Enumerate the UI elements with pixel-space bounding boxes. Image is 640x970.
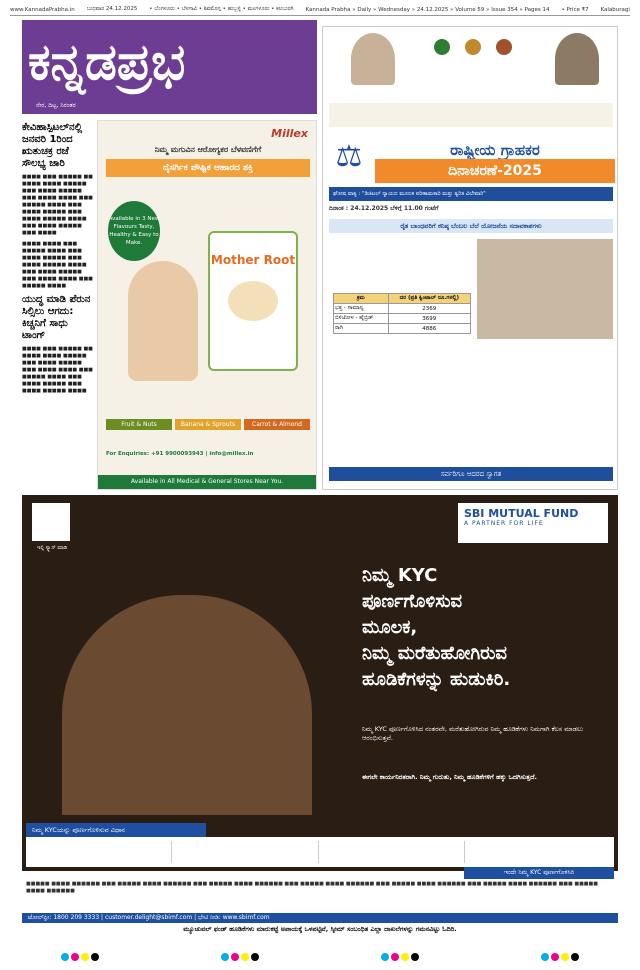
story-body-placeholder: ■■■■ ■■■ ■■■■■ ■■ ■■■■ ■■■■ ■■■■■ ■■■ ■■■■ ■■■■■ ■■■ ■■■■ ■■■■ ■■■ ■■■■■ ■■■■ ■■■ ■■■■ ■■■■■ ■■■ ■■■■ ■■■■■ ■■■■ bbox=[22, 346, 93, 394]
table-row bbox=[334, 304, 471, 314]
deputy-cm-photo bbox=[555, 33, 599, 85]
flavour-list bbox=[106, 419, 310, 430]
product-name: Mother Root bbox=[210, 253, 296, 267]
story-headline[interactable]: ಕೇವಿಹಾಸ್ಪಿಟಲ್‌ನಲ್ಲಿ ಜನವರಿ 1ರಿಂದ ಋತುಚಕ್ರ ರಜೆ ಸೌಲಭ್ಯ ಜಾರಿ bbox=[22, 122, 83, 169]
flavour-chip: Fruit & Nuts bbox=[106, 419, 172, 430]
millex-enquiries[interactable]: For Enquiries: +91 9900093943 | info@millex.in bbox=[106, 451, 254, 457]
left-news-column bbox=[22, 120, 94, 490]
table-cell: ರಾಗಿ bbox=[334, 324, 389, 334]
millex-headline: ನಿಮ್ಮ ಮಗುವಿನ ಆರೋಗ್ಯಕರ ಬೆಳವಣಿಗೆಗೆ bbox=[154, 145, 262, 154]
price: • Price ₹7 bbox=[561, 6, 589, 13]
qr-caption: ಇಲ್ಲಿ ಸ್ಕ್ಯಾನ್ ಮಾಡಿ bbox=[36, 545, 68, 551]
sbi-mutual-fund-advert[interactable] bbox=[22, 495, 618, 871]
edition-info: Kannada Prabha » Daily » Wednesday » 24.12.2025 » Volume 59 » Issue 354 » Pages 14 bbox=[305, 6, 550, 13]
masthead-tagline: ನೇರ, ದಿಟ್ಟ, ನಿರಂತರ bbox=[36, 102, 76, 109]
welcome-footer: ಸರ್ವರಿಗೂ ಆದರದ ಸ್ವಾಗತ bbox=[329, 467, 613, 481]
color-marks bbox=[380, 946, 420, 965]
flavour-chip: Banana & Sprouts bbox=[175, 419, 241, 430]
table-cell: ಬಿಳಿಜೋಳ - ಹೈಬ್ರಿಡ್ bbox=[334, 314, 389, 324]
color-marks bbox=[220, 946, 260, 965]
table-row bbox=[334, 314, 471, 324]
edition-city: Kalaburagi bbox=[600, 6, 630, 13]
table-header: ದರ (ಪ್ರತಿ ಕ್ವಿಂಟಾಲ್ ರೂ.ಗಳಲ್ಲಿ) bbox=[388, 294, 470, 304]
story-body-placeholder: ■■■■ ■■■■ ■■■ ■■■■■ ■■■■ ■■■ ■■■■ ■■■■■ ■■■ ■■■■ ■■■■■ ■■■■ ■■■ ■■■■ ■■■■■ ■■■ ■■■■ ■■■■ ■■■ ■■■■■ ■■■■ bbox=[22, 241, 93, 289]
headline-line: ನಿಮ್ಮ KYC bbox=[362, 565, 438, 586]
emblem-icon bbox=[434, 39, 450, 55]
event-date: ದಿನಾಂಕ : 24.12.2025 ಬೆಳಿಗ್ಗೆ 11.00 ಗಂಟೆಗೆ bbox=[329, 205, 439, 212]
sbi-logo-block bbox=[458, 503, 608, 543]
masthead-title: ಕನ್ನಡಪ್ರಭ bbox=[28, 32, 186, 91]
headline-line: ಮೂಲಕ, bbox=[362, 617, 418, 638]
chief-minister-photo bbox=[351, 33, 395, 85]
emblem-row bbox=[427, 39, 519, 55]
sbi-tagline: A PARTNER FOR LIFE bbox=[464, 520, 544, 527]
millex-advert[interactable] bbox=[97, 120, 317, 490]
sbi-contact-bar[interactable]: ಟೋಲ್‌ಫ್ರೀ: 1800 209 3333 | customer.delight@sbimf.com | ಭೇಟಿ ನೀಡಿ: www.sbimf.com bbox=[22, 913, 618, 923]
complete-kyc-button[interactable]: ಇಂದೇ ನಿಮ್ಮ KYC ಪೂರ್ಣಗೊಳಿಸಿರಿ bbox=[464, 867, 614, 879]
headline-line: ಪೂರ್ಣಗೊಳಿಸುವ bbox=[362, 591, 463, 612]
msp-table bbox=[333, 293, 471, 334]
kyc-steps-title: ನಿಮ್ಮ KYCಯನ್ನು ಪೂರ್ಣಗೊಳಿಸುವ ವಿಧಾನ bbox=[26, 823, 206, 837]
state-emblem-icon bbox=[465, 39, 481, 55]
kyc-step bbox=[30, 841, 172, 863]
msp-section-title: ರೈತ ಬಾಂಧವರಿಗೆ ಕನಿಷ್ಠ ಬೆಂಬಲ ಬೆಲೆ ಯೋಜನೆಯ ಸದಾವಕಾಶಗಳು bbox=[329, 219, 613, 233]
masthead bbox=[22, 20, 317, 114]
headline-line: ಹೂಡಿಕೆಗಳನ್ನು ಹುಡುಕಿರಿ. bbox=[362, 669, 511, 690]
sbi-brand: SBI MUTUAL FUND bbox=[464, 507, 579, 520]
spokesperson-photo bbox=[62, 595, 312, 815]
kyc-step bbox=[323, 841, 465, 863]
kyc-step bbox=[469, 841, 610, 863]
table-cell: 2369 bbox=[388, 304, 470, 314]
print-registration-marks bbox=[60, 946, 580, 965]
sbi-body: ನಿಮ್ಮ KYC ಪೂರ್ಣಗೊಳಿಸಿದ ನಂತರವೇ, ಮರೆತುಹೋಗಿರುವ ನಿಮ್ಮ ಹೂಡಿಕೆಗಳು ನಿಮಗಾಗಿ ಕೆಲಸ ಮಾಡಲು ಆರಂಭಿಸುತ್ತವೆ. bbox=[362, 725, 584, 742]
flavour-chip: Carrot & Almond bbox=[244, 419, 310, 430]
gandhi-quote-strip bbox=[329, 103, 613, 127]
flavours-badge: Available in 3 New Flavours Tasty, Healthy & Easy to Make. bbox=[108, 201, 160, 261]
edition-sections: • ಬೆಂಗಳೂರು • ಬೆಳಗಾವಿ • ಶಿವಮೊಗ್ಗ • ಹುಬ್ಬಳ್ಳಿ • ಮಂಗಳೂರು • ಕಲಬುರಗಿ bbox=[149, 6, 294, 12]
table-cell: 3699 bbox=[388, 314, 470, 324]
sbi-fine-print: ■■■■■ ■■■■ ■■■■■■ ■■■ ■■■■■ ■■■■ ■■■■■■ ■■■ ■■■■■ ■■■■ ■■■■■■ ■■■ ■■■■■ ■■■■ ■■■■■■ ■■■ ■■■■■ ■■■■ ■■■■■■ ■■■ ■■■■■ ■■■■ ■■■■■■ ■■■ ■■■■■ ■■■■ ■■■■■■ bbox=[26, 881, 598, 894]
table-cell: ಭತ್ತ - ಸಾಮಾನ್ಯ bbox=[334, 304, 389, 314]
story-body-placeholder: ■■■■ ■■■ ■■■■■ ■■ ■■■■ ■■■■ ■■■■■ ■■■ ■■■■ ■■■■■ ■■■ ■■■■ ■■■■ ■■■ ■■■■■ ■■■■ ■■■ ■■■■ ■■■■■ ■■■ ■■■■ ■■■■■ ■■■■ ■■■ ■■■■ ■■■■■ ■■■ ■■■■ bbox=[22, 174, 93, 236]
emblem-icon bbox=[496, 39, 512, 55]
qr-code[interactable] bbox=[32, 503, 70, 541]
color-marks bbox=[540, 946, 580, 965]
edition-meta-bar bbox=[10, 4, 630, 16]
event-photo bbox=[477, 239, 613, 339]
table-cell: 4886 bbox=[388, 324, 470, 334]
story-headline[interactable]: ಯುದ್ಧ ಮಾಡಿ ಪೆರುನ ಸಿಲ್ಸಿಲು ಆಗದು: ಕಿಚ್ಚನಿಗೆ ಸಾಧು ಟಾಂಗ್ bbox=[22, 294, 91, 341]
sbi-disclaimer: ಮ್ಯೂಚುವಲ್ ಫಂಡ್ ಹೂಡಿಕೆಗಳು ಮಾರುಕಟ್ಟೆ ಅಪಾಯಕ್ಕೆ ಒಳಪಟ್ಟಿವೆ, ಸ್ಕೀಮ್ ಸಂಬಂಧಿತ ಎಲ್ಲಾ ದಾಖಲೆಗಳನ್ನು ಗಮನವಿಟ್ಟು ಓದಿರಿ. bbox=[183, 925, 457, 933]
baby-photo bbox=[128, 261, 198, 381]
millex-availability: Available in All Medical & General Stores Near You. bbox=[98, 475, 316, 489]
product-pack bbox=[208, 231, 298, 371]
government-advert[interactable] bbox=[322, 26, 618, 490]
consumer-day-title: ರಾಷ್ಟ್ರೀಯ ಗ್ರಾಹಕರ bbox=[450, 141, 540, 159]
table-header: ಕ್ರಮ bbox=[334, 294, 389, 304]
millex-brand: Millex bbox=[271, 127, 308, 140]
consumer-day-year: ದಿನಾಚರಣೆ-2025 bbox=[375, 159, 615, 183]
table-row bbox=[334, 324, 471, 334]
porridge-bowl bbox=[228, 281, 278, 321]
sbi-footer bbox=[22, 871, 618, 933]
color-marks bbox=[60, 946, 100, 965]
site-url[interactable]: www.KannadaPrabha.in bbox=[10, 6, 75, 13]
justice-scale-icon: ⚖ bbox=[335, 139, 363, 174]
kyc-steps bbox=[26, 837, 614, 867]
issue-date: ಬುಧವಾರ 24.12.2025 bbox=[86, 6, 138, 12]
sbi-cta: ಈಗಲೇ ಕಾರ್ಯನಿರತರಾಗಿ. ನಿಮ್ಮ ಗುರುತು, ನಿಮ್ಮ ಹೂಡಿಕೆಗಳಿಗೆ ಹಕ್ಕು ಒದಗಿಸುತ್ತದೆ. bbox=[362, 773, 538, 781]
headline-line: ನಿಮ್ಮ ಮರೆತುಹೋಗಿರುವ bbox=[362, 643, 507, 664]
kyc-step bbox=[176, 841, 318, 863]
sbi-headline bbox=[362, 563, 602, 693]
theme-banner: ಘೋಷ ವಾಕ್ಯ : "ಡಿಜಿಟಲ್ ನ್ಯಾಯದ ಮೂಲಕ ಪರಿಣಾಮಕಾರಿ ಮತ್ತು ತ್ವರಿತ ವಿಲೇವಾರಿ" bbox=[329, 187, 613, 201]
millex-highlight: ನೈಸರ್ಗಿಕ ಪೌಷ್ಟಿಕ ಆಹಾರದ ಶಕ್ತಿ bbox=[106, 159, 310, 177]
